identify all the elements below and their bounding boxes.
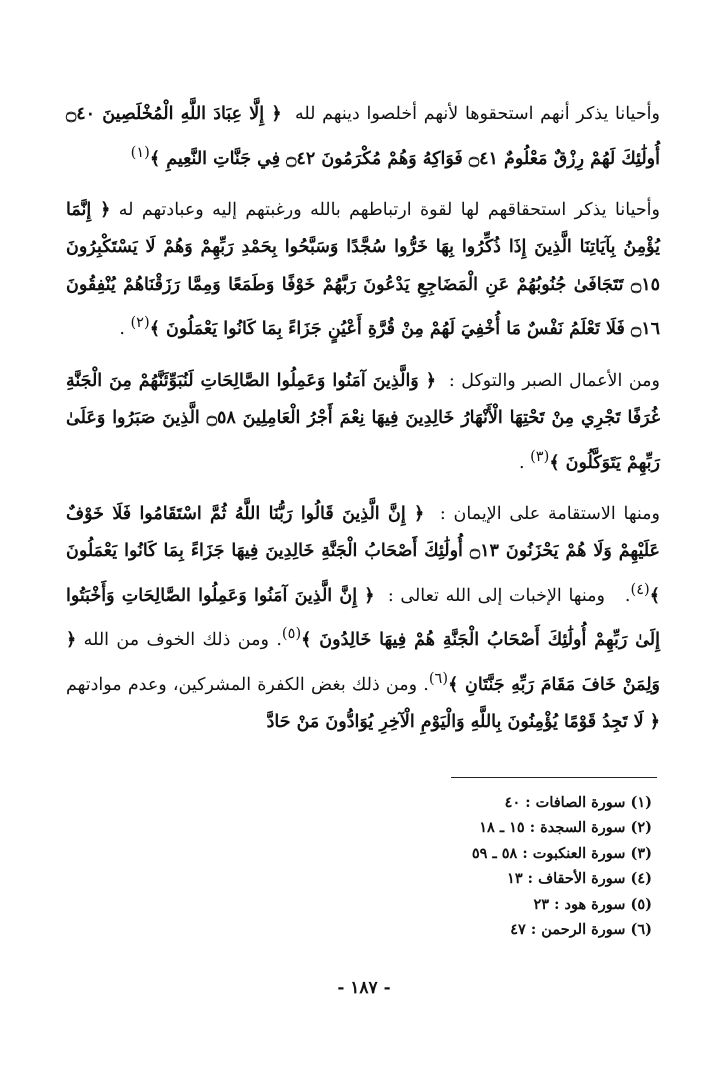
footnote-3: (٣) سورة العنكبوت : ٥٨ ـ ٥٩	[471, 844, 652, 862]
paragraph-worship	[66, 192, 660, 349]
paragraph-2-intro: وأحيانا يذكر استحقاقهم لها لقوة ارتباطهم بالله ورغبتهم إليه وعبادتهم له	[118, 199, 660, 220]
paragraph-4-intro-2: ومنها الإخبات إلى الله تعالى :	[387, 585, 605, 606]
paragraph-steadfastness	[66, 496, 660, 741]
footnote-ref-3: (٣)	[530, 447, 550, 465]
quran-quote-7: ﴿ لَا تَجِدُ قَوْمًا يُؤْمِنُونَ بِاللَّهِ وَالْيَوْمِ الْآخِرِ يُوَادُّونَ مَنْ حَادَّ	[266, 711, 660, 732]
paragraph-4-intro-4: ومن ذلك بغض الكفرة المشركين، وعدم موادتهم	[66, 674, 418, 695]
paragraph-4-intro: ومنها الاستقامة على الإيمان :	[439, 503, 660, 524]
paragraph-4-end-3: .	[423, 674, 429, 695]
paragraph-2-end: .	[119, 319, 125, 340]
footnotes-list	[412, 790, 652, 942]
paragraph-3-intro: ومن الأعمال الصبر والتوكل :	[448, 370, 660, 391]
quran-quote-4: ﴿ إِنَّ الَّذِينَ قَالُوا رَبُّنَا اللَّهُ ثُمَّ اسْتَقَامُوا فَلَا خَوْفٌ عَلَيْهِمْ وَلَا هُمْ يَحْزَنُونَ ۝١٣ أُولَٰئِكَ أَصْحَابُ الْجَنَّةِ خَالِدِينَ فِيهَا جَزَاءً بِمَا كَانُوا يَعْمَلُونَ ﴾	[66, 503, 661, 606]
footnote-divider	[451, 777, 657, 778]
quran-quote-1: ﴿ إِلَّا عِبَادَ اللَّهِ الْمُخْلَصِينَ ۝٤٠ أُولَٰئِكَ لَهُمْ رِزْقٌ مَعْلُومٌ ۝٤١ فَوَاكِهُ وَهُمْ مُكْرَمُونَ ۝٤٢ فِي جَنَّاتِ النَّعِيمِ ﴾	[66, 104, 660, 169]
paragraph-4-intro-3: ومن ذلك الخوف من الله	[83, 630, 269, 651]
footnote-ref-1: (١)	[130, 143, 150, 161]
quran-quote-5: ﴿ إِنَّ الَّذِينَ آمَنُوا وَعَمِلُوا الصَّالِحَاتِ وَأَخْبَتُوا إِلَىٰ رَبِّهِمْ أُولَٰئِكَ أَصْحَابُ الْجَنَّةِ هُمْ فِيهَا خَالِدُونَ ﴾	[66, 585, 660, 651]
paragraph-patience	[66, 363, 660, 482]
footnote-ref-2: (٢)	[130, 314, 150, 332]
page-number: - ١٨٧ -	[337, 978, 391, 998]
paragraph-3-end: .	[518, 452, 525, 473]
footnote-2: (٢) سورة السجدة : ١٥ ـ ١٨	[479, 819, 652, 837]
quran-quote-3: ﴿ وَالَّذِينَ آمَنُوا وَعَمِلُوا الصَّالِحَاتِ لَنُبَوِّئَنَّهُمْ مِنَ الْجَنَّةِ غُرَفًا تَجْرِي مِنْ تَحْتِهَا الْأَنْهَارُ خَالِدِينَ فِيهَا نِعْمَ أَجْرُ الْعَامِلِينَ ۝٥٨ الَّذِينَ صَبَرُوا وَعَلَىٰ رَبِّهِمْ يَتَوَكَّلُونَ ﴾	[66, 370, 660, 473]
quran-quote-6: ﴿ وَلِمَنْ خَافَ مَقَامَ رَبِّهِ جَنَّتَانِ ﴾	[66, 630, 660, 695]
footnote-1: (١) سورة الصافات : ٤٠	[504, 794, 652, 811]
footnote-ref-6: (٦)	[428, 669, 449, 687]
paragraph-4-end: .	[624, 585, 631, 606]
footnote-ref-5: (٥)	[281, 625, 302, 643]
main-text	[66, 96, 660, 741]
footnote-6: (٦) سورة الرحمن : ٤٧	[510, 921, 652, 939]
footnote-4: (٤) سورة الأحقاف : ١٣	[507, 870, 652, 888]
paragraph-4-end-2: .	[276, 630, 282, 651]
footnote-5: (٥) سورة هود : ٢٣	[533, 895, 652, 913]
quran-quote-2: ﴿ إِنَّمَا يُؤْمِنُ بِآيَاتِنَا الَّذِينَ إِذَا ذُكِّرُوا بِهَا خَرُّوا سُجَّدًا وَسَبَّحُوا بِحَمْدِ رَبِّهِمْ وَهُمْ لَا يَسْتَكْبِرُونَ ۝١٥ تَتَجَافَىٰ جُنُوبُهُمْ عَنِ الْمَضَاجِعِ يَدْعُونَ رَبَّهُمْ خَوْفًا وَطَمَعًا وَمِمَّا رَزَقْنَاهُمْ يُنْفِقُونَ ۝١٦ فَلَا تَعْلَمُ نَفْسٌ مَا أُخْفِيَ لَهُمْ مِنْ قُرَّةِ أَعْيُنٍ جَزَاءً بِمَا كَانُوا يَعْمَلُونَ ﴾	[66, 199, 660, 340]
paragraph-1-intro: وأحيانا يذكر أنهم استحقوها لأنهم أخلصوا دينهم لله	[294, 104, 660, 124]
footnote-ref-4: (٤)	[630, 580, 650, 598]
paragraph-sincerity	[66, 96, 660, 178]
